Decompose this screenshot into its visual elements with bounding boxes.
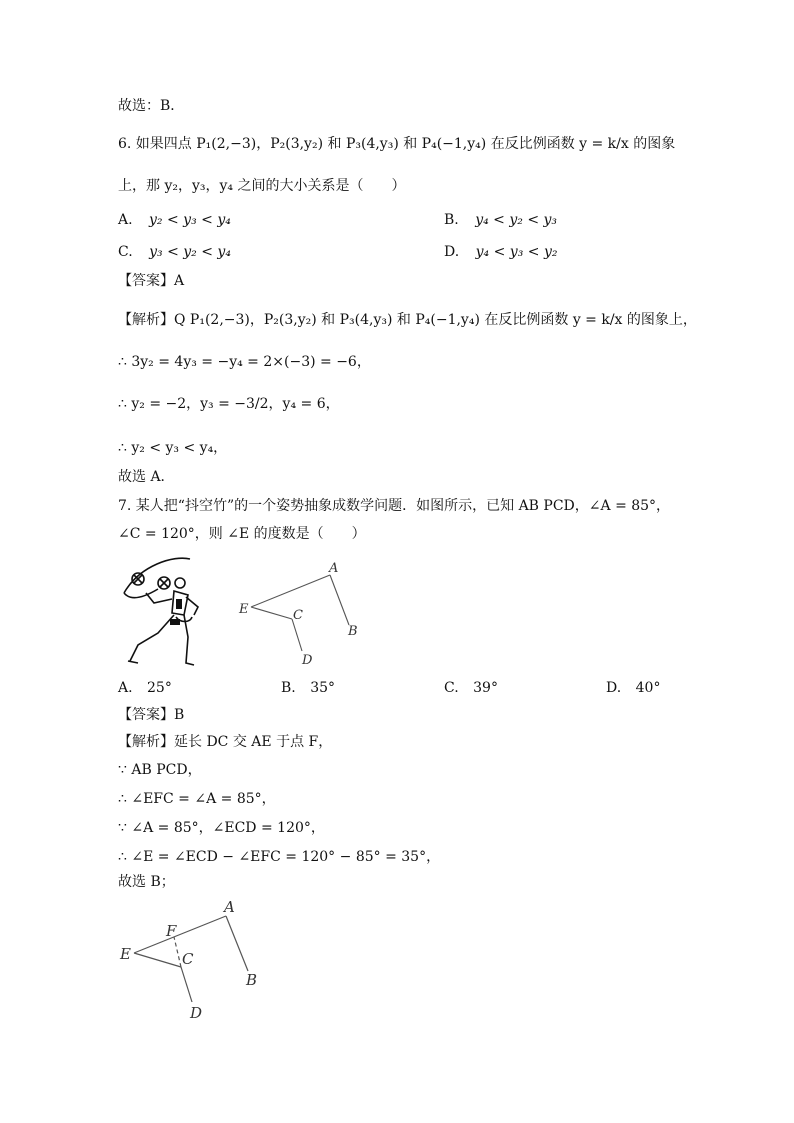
q7-option-d-text: 40° <box>635 680 661 696</box>
q6-option-c-text: y₃ < y₂ < y₄ <box>149 244 231 260</box>
q7-figure <box>232 556 366 672</box>
q7-stem-line2: ∠C = 120°，则 ∠E 的度数是（ ） <box>118 526 366 542</box>
q6-stem-line1: 6. 如果四点 P₁(2,−3)，P₂(3,y₂) 和 P₃(4,y₃) 和 P₄(−1,y₄) 在反比例函数 y = k/x 的图象 <box>118 136 676 152</box>
q6-option-d-text: y₄ < y₃ < y₂ <box>475 244 558 260</box>
q6-analysis-line4: ∴ y₂ < y₃ < y₄， <box>118 440 228 456</box>
segment-cd <box>292 619 302 651</box>
q6-stem-line2: 上，那 y₂，y₃，y₄ 之间的大小关系是（ ） <box>118 178 406 194</box>
q7-option-d <box>606 678 660 698</box>
solution-segment-cd <box>181 967 192 1002</box>
solution-point-label-b: B <box>246 971 258 989</box>
q6-option-b-label: B. <box>444 212 459 228</box>
solution-point-label-e: E <box>120 945 131 963</box>
q6-option-a-label: A. <box>118 212 133 228</box>
segment-ab <box>330 575 349 625</box>
q7-option-c-text: 39° <box>473 680 498 696</box>
q7-option-b <box>281 678 335 698</box>
previous-conclusion: 故选：B． <box>118 98 185 114</box>
solution-point-label-a: A <box>224 898 235 916</box>
solution-segment-ea <box>134 916 226 953</box>
q7-analysis-line6: 故选 B； <box>118 874 175 890</box>
q7-analysis-line3: ∴ ∠EFC = ∠A = 85°， <box>118 791 276 807</box>
q7-option-a-label: A. <box>118 680 133 696</box>
segment-ec <box>251 607 292 619</box>
point-label-e: E <box>239 602 249 617</box>
q6-option-b <box>444 210 557 230</box>
q7-answer: 【答案】B <box>118 707 185 723</box>
q6-answer: 【答案】A <box>118 273 185 289</box>
q7-option-a-text: 25° <box>147 680 172 696</box>
q7-option-b-text: 35° <box>310 680 336 696</box>
q7-stem-line1: 7. 某人把“抖空竹”的一个姿势抽象成数学问题．如图所示，已知 AB PCD，∠A = 85°， <box>118 498 671 514</box>
q7-option-b-label: B. <box>281 680 296 696</box>
solution-point-label-c: C <box>182 950 194 968</box>
q7-option-a <box>118 678 172 698</box>
q7-option-c <box>444 678 498 698</box>
q6-analysis-line5: 故选 A． <box>118 469 175 485</box>
q7-analysis-line4: ∵ ∠A = 85°，∠ECD = 120°， <box>118 820 325 836</box>
solution-point-label-d: D <box>190 1004 203 1022</box>
diabolo-illustration <box>118 553 208 669</box>
solution-segment-ec <box>134 953 181 967</box>
q6-analysis-line3: ∴ y₂ = −2，y₃ = −3/2，y₄ = 6， <box>118 396 340 412</box>
q6-option-d-label: D. <box>444 244 460 260</box>
solution-point-label-f: F <box>166 922 177 940</box>
point-label-b: B <box>348 624 358 639</box>
q6-option-a-text: y₂ < y₃ < y₄ <box>149 212 231 228</box>
q7-analysis-line2: ∵ AB PCD， <box>118 762 202 778</box>
point-label-c: C <box>293 608 303 623</box>
q7-analysis-line5: ∴ ∠E = ∠ECD − ∠EFC = 120° − 85° = 35°， <box>118 849 441 865</box>
q6-analysis-line1: 【解析】Q P₁(2,−3)，P₂(3,y₂) 和 P₃(4,y₃) 和 P₄(−1,y₄) 在反比例函数 y = k/x 的图象上， <box>118 312 697 328</box>
point-label-a: A <box>329 561 339 576</box>
segment-ea <box>251 575 330 607</box>
q6-option-d <box>444 242 557 262</box>
q6-analysis-line2: ∴ 3y₂ = 4y₃ = −y₄ = 2×(−3) = −6， <box>118 354 371 370</box>
point-label-d: D <box>302 653 313 668</box>
q6-option-c-label: C. <box>118 244 133 260</box>
q7-option-d-label: D. <box>606 680 622 696</box>
q6-option-a <box>118 210 231 230</box>
q6-option-b-text: y₄ < y₂ < y₃ <box>475 212 558 228</box>
q6-option-c <box>118 242 231 262</box>
q7-analysis-line1: 【解析】延长 DC 交 AE 于点 F， <box>118 734 333 750</box>
q7-solution-figure <box>112 896 272 1026</box>
solution-extension-cf <box>174 937 181 967</box>
solution-segment-ab <box>226 916 248 971</box>
q7-option-c-label: C. <box>444 680 459 696</box>
